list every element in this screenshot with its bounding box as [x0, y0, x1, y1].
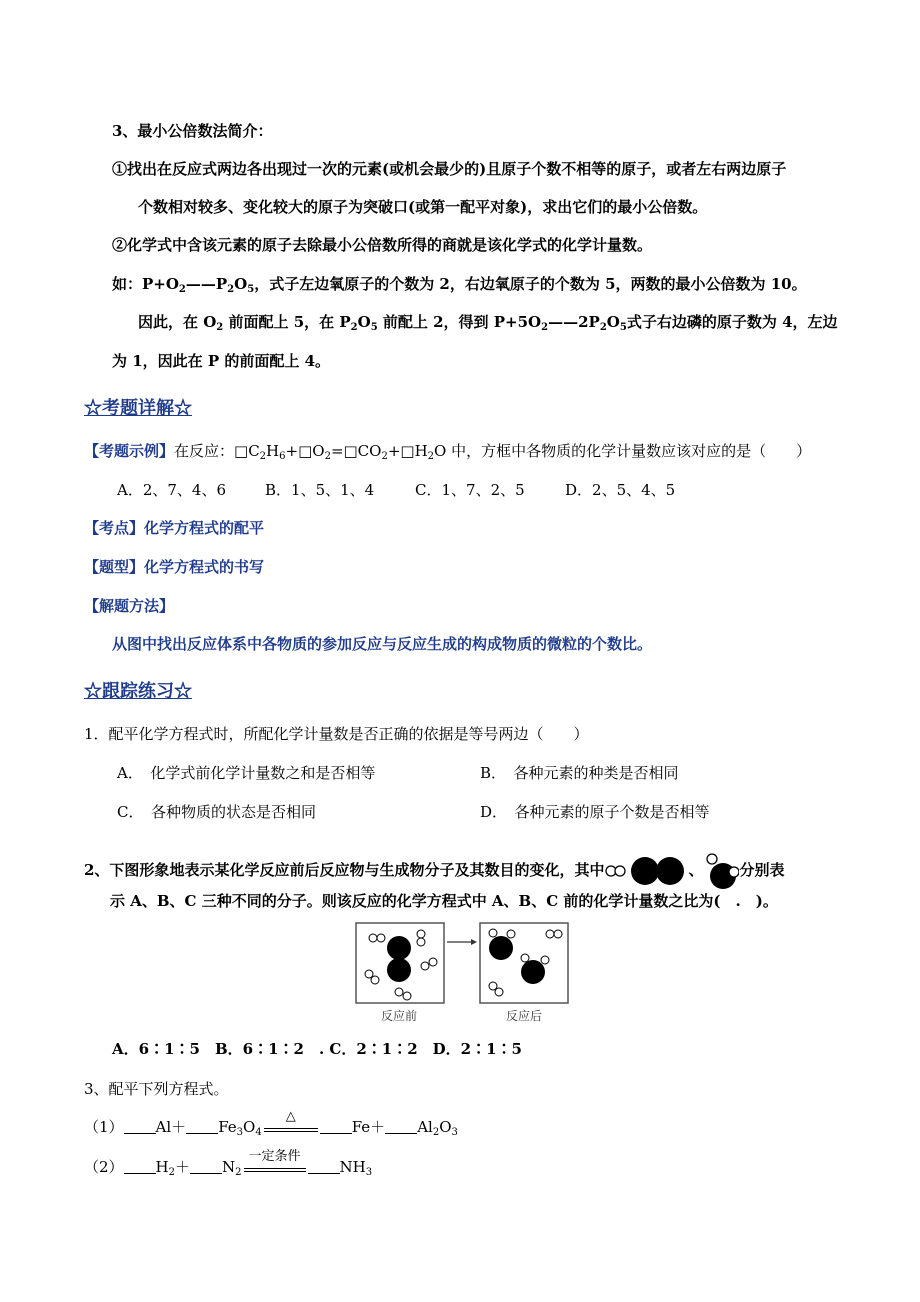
method-text: 从图中找出反应体系中各物质的参加反应与反应生成的构成物质的微粒的个数比。 — [112, 635, 653, 653]
example-question: 【考题示例】在反应：$□C_2H_6+□O_2=□CO_2+□H_2O$ 中，方框中各物质的化学计量数应该对应的是（ ） — [84, 442, 812, 462]
section3-example-line2: 因此，在 $O_2$ 前面配上 5，在 $P_2O_5$ 前配上 2，得到 $P+5O_2——2P_2O_5$式子右边磷的原子数为 4，左边 — [138, 313, 838, 333]
q2-options: A．6∶1∶5 B．6∶1∶2 . C．2∶1∶2 D．2∶1∶5 — [112, 1040, 522, 1058]
example-options — [117, 479, 675, 501]
section3-example-line3: 为 1，因此在 P 的前面配上 4。 — [112, 352, 331, 370]
q1-option-a: A． 化学式前化学计量数之和是否相等 — [117, 764, 376, 782]
q2-text-line1: 2、下图形象地表示某化学反应前后反应物与生成物分子及其数目的变化，其中 、 分别表 — [84, 851, 784, 891]
section3-example-line1: 如：$P+O_2——P_2O_5$，式子左边氧原子的个数为 2，右边氧原子的个数为 5，两数的最小公倍数为 10。 — [112, 275, 807, 295]
option-b: B．1、5、1、4 — [265, 481, 375, 499]
option-d: D．2、5、4、5 — [565, 481, 676, 499]
equation-1: （1） $Al+ Fe_3O_4$ △ $Fe+ Al_2O_3$ — [84, 1109, 458, 1138]
q3-title: 3、配平下列方程式。 — [84, 1080, 229, 1098]
kaodian-line: 【考点】化学方程式的配平 — [84, 519, 265, 537]
q1-option-c: C． 各种物质的状态是否相同 — [117, 803, 316, 821]
example-tag: 【考题示例】 — [84, 442, 175, 460]
blank-1[interactable] — [124, 1119, 156, 1134]
blank-2[interactable] — [186, 1119, 218, 1134]
section3-step1-line2: 个数相对较多、变化较大的原子为突破口(或第一配平对象)，求出它们的最小公倍数。 — [138, 198, 708, 216]
q1-option-d: D． 各种元素的原子个数是否相等 — [480, 803, 710, 821]
practice-heading: ☆跟踪练习☆ — [84, 681, 192, 702]
section3-step2: ②化学式中含该元素的原子去除最小公倍数所得的商就是该化学式的化学计量数。 — [112, 236, 653, 254]
tixing-line: 【题型】化学方程式的书写 — [84, 558, 265, 576]
after-label: 反应后 — [505, 1009, 543, 1023]
section3-title: 3、最小公倍数法简介： — [112, 122, 273, 140]
kaoti-heading: ☆考题详解☆ — [84, 398, 192, 419]
option-c: C．1、7、2、5 — [415, 481, 525, 499]
section3-step1-line1: ①找出在反应式两边各出现过一次的元素(或机会最少的)且原子个数不相等的原子，或者左右两边原子 — [112, 160, 787, 178]
molecule-b-icon — [628, 854, 688, 888]
before-label: 反应前 — [380, 1009, 418, 1023]
equation-2: （2） $H_2+ N_2$ 一定条件 $NH_3$ — [84, 1149, 373, 1178]
blank-4[interactable] — [385, 1119, 417, 1134]
reaction-diagram — [355, 922, 570, 1024]
blank-7[interactable] — [308, 1159, 340, 1174]
catalyst-condition: 一定条件 — [242, 1156, 308, 1178]
blank-3[interactable] — [320, 1119, 352, 1134]
q2-text-line2: 示 A、B、C 三种不同的分子。则该反应的化学方程式中 A、B、C 前的化学计量数之比为( . )。 — [110, 892, 778, 910]
molecule-a-icon — [604, 864, 628, 878]
blank-6[interactable] — [190, 1159, 222, 1174]
method-tag: 【解题方法】 — [84, 597, 175, 615]
heat-condition: △ — [262, 1116, 320, 1138]
q1-text: 1．配平化学方程式时，所配化学计量数是否正确的依据是等号两边（ ） — [84, 725, 589, 743]
q1-option-b: B． 各种元素的种类是否相同 — [480, 764, 679, 782]
molecule-c-icon — [703, 851, 739, 891]
option-a: A．2、7、4、6 — [117, 481, 227, 499]
blank-5[interactable] — [124, 1159, 156, 1174]
